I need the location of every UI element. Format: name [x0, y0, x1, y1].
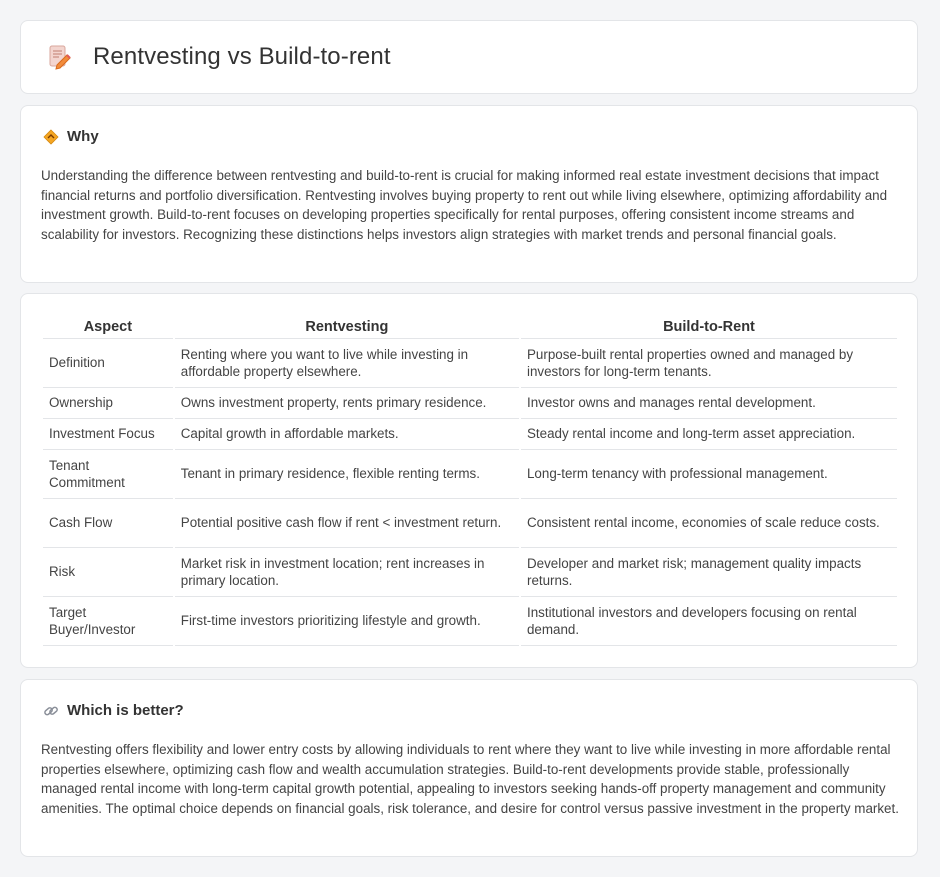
why-text: Understanding the difference between rentvesting and build-to-rent is crucial for making informed real estate investment decisions that impact financial returns and portfolio diversification. Rentvesting involves buying property to rent out while living elsewhere, optimizing affordability and investment growth. Build-to-rent focuses on developing properties specifically for rental purposes, offering consistent income streams and scalability for investors. Recognizing these distinctions helps investors align strategies with market trends and personal financial goals.	[41, 168, 888, 242]
comparison-table-card	[20, 293, 918, 668]
table-row	[43, 450, 897, 499]
table-row	[43, 339, 897, 388]
row-rentvesting: First-time investors prioritizing lifestyle and growth.	[175, 597, 519, 646]
table-row	[43, 499, 897, 548]
row-build-to-rent: Consistent rental income, economies of scale reduce costs.	[521, 499, 897, 548]
link-icon	[43, 703, 59, 719]
row-build-to-rent: Investor owns and manages rental development.	[521, 388, 897, 419]
better-heading: Which is better?	[67, 702, 184, 719]
diamond-sign-icon	[43, 129, 59, 145]
page-title: Rentvesting vs Build-to-rent	[93, 43, 391, 70]
table-row	[43, 388, 897, 419]
row-aspect: Target Buyer/Investor	[43, 597, 173, 646]
document-pencil-icon	[45, 43, 73, 71]
row-rentvesting: Tenant in primary residence, flexible renting terms.	[175, 450, 519, 499]
table-row	[43, 548, 897, 597]
row-rentvesting: Potential positive cash flow if rent < investment return.	[175, 499, 519, 548]
row-build-to-rent: Institutional investors and developers focusing on rental demand.	[521, 597, 897, 646]
row-aspect: Investment Focus	[43, 419, 173, 450]
row-aspect: Ownership	[43, 388, 173, 419]
header-rentvesting: Rentvesting	[175, 316, 519, 339]
comparison-table	[41, 316, 899, 646]
better-heading-row	[43, 702, 184, 719]
row-rentvesting: Owns investment property, rents primary residence.	[175, 388, 519, 419]
row-build-to-rent: Developer and market risk; management quality impacts returns.	[521, 548, 897, 597]
row-aspect: Definition	[43, 339, 173, 388]
table-row	[43, 419, 897, 450]
better-text: Rentvesting offers flexibility and lower entry costs by allowing individuals to rent where they want to live while investing in more affordable rental properties elsewhere, optimizing cash flow and wealth accumulation strategies. Build-to-rent developments provide stable, professionally managed rental income with long-term capital growth potential, appealing to investors seeking hands-off property management and community amenities. The optimal choice depends on financial goals, risk tolerance, and desire for control versus passive investment in the property market.	[41, 742, 899, 816]
header-build-to-rent: Build-to-Rent	[521, 316, 897, 339]
row-rentvesting: Market risk in investment location; rent increases in primary location.	[175, 548, 519, 597]
row-build-to-rent: Steady rental income and long-term asset appreciation.	[521, 419, 897, 450]
header-aspect: Aspect	[43, 316, 173, 339]
why-card	[20, 105, 918, 283]
row-build-to-rent: Long-term tenancy with professional management.	[521, 450, 897, 499]
row-rentvesting: Capital growth in affordable markets.	[175, 419, 519, 450]
table-header-row	[43, 316, 897, 339]
row-aspect: Tenant Commitment	[43, 450, 173, 499]
title-card	[20, 20, 918, 94]
which-better-card	[20, 679, 918, 857]
why-heading: Why	[67, 128, 99, 145]
row-aspect: Cash Flow	[43, 499, 173, 548]
title-row	[45, 43, 391, 71]
row-build-to-rent: Purpose-built rental properties owned and managed by investors for long-term tenants.	[521, 339, 897, 388]
row-rentvesting: Renting where you want to live while investing in affordable property elsewhere.	[175, 339, 519, 388]
why-heading-row	[43, 128, 99, 145]
table-row	[43, 597, 897, 646]
row-aspect: Risk	[43, 548, 173, 597]
